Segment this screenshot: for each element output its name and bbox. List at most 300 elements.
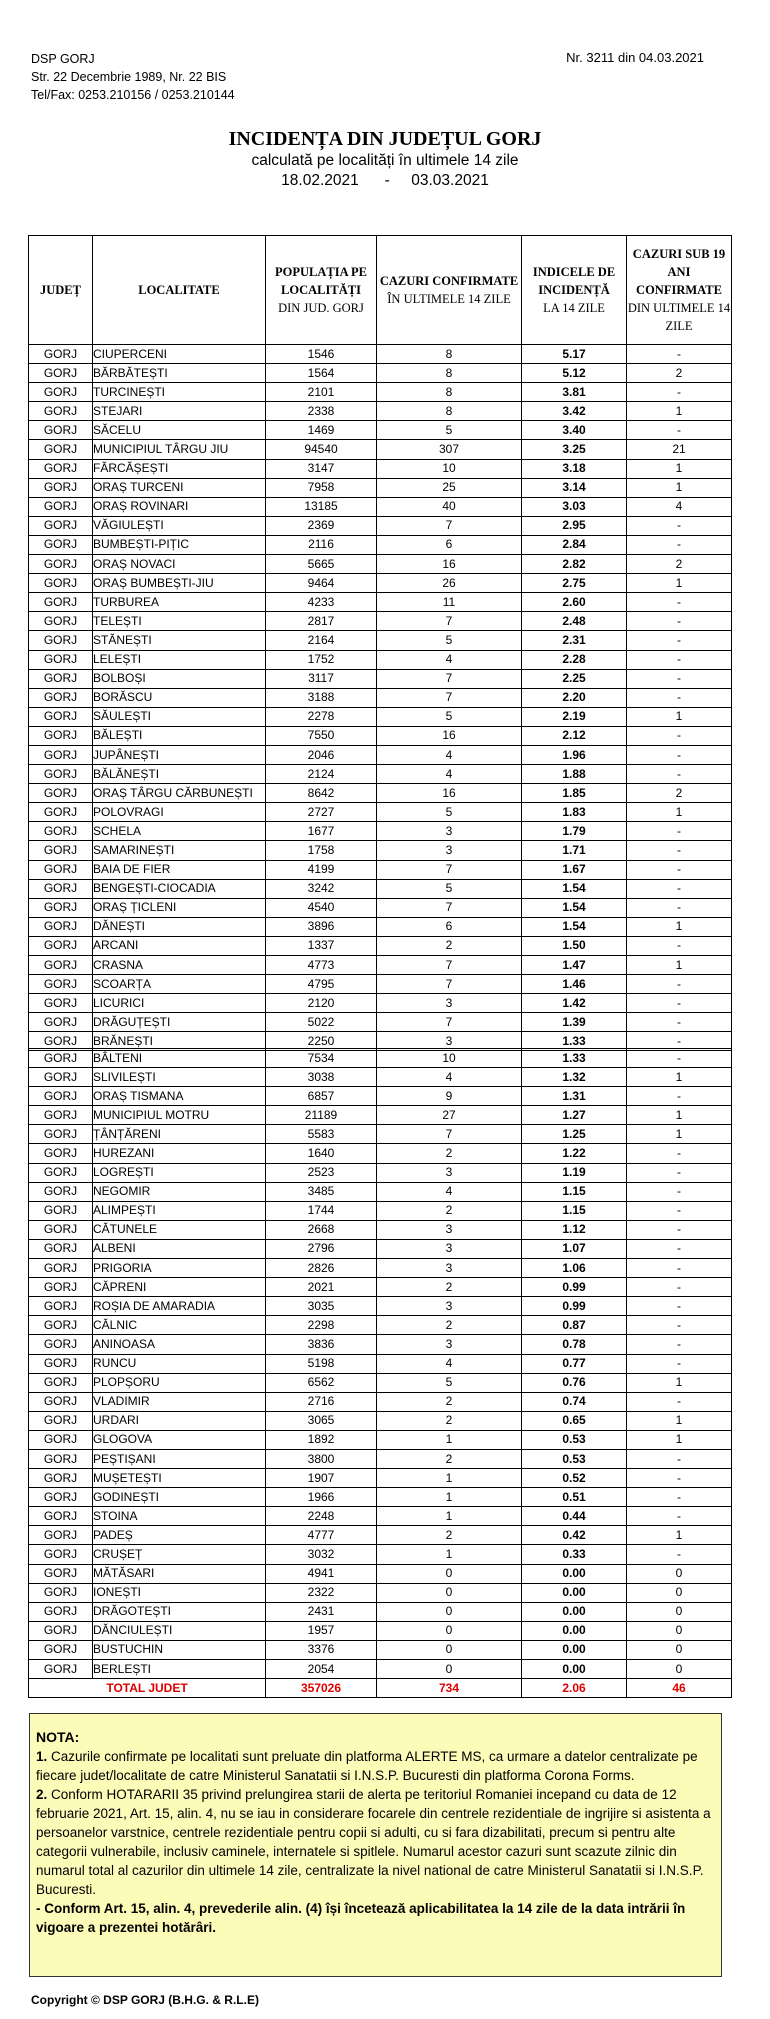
table-row (29, 1013, 732, 1032)
cell-cases: 5 (377, 803, 522, 822)
cell-cases: 1 (377, 1469, 522, 1488)
cell-cases: 7 (377, 669, 522, 688)
cell-incidence: 1.07 (522, 1239, 627, 1258)
cell-judet: GORJ (29, 478, 93, 497)
cell-judet: GORJ (29, 707, 93, 726)
cell-sub19: 0 (627, 1621, 732, 1640)
cell-population: 3038 (266, 1068, 377, 1087)
cell-population: 2046 (266, 745, 377, 764)
table-row (29, 1259, 732, 1278)
table-row (29, 1106, 732, 1125)
cell-incidence: 0.33 (522, 1545, 627, 1564)
cell-incidence: 0.44 (522, 1507, 627, 1526)
cell-incidence: 2.25 (522, 669, 627, 688)
table-row (29, 1297, 732, 1316)
copyright: Copyright © DSP GORJ (B.H.G. & R.L.E) (31, 1993, 259, 2007)
cell-population: 4773 (266, 956, 377, 975)
cell-incidence: 1.25 (522, 1125, 627, 1144)
total-label: TOTAL JUDET (29, 1679, 266, 1698)
cell-cases: 307 (377, 440, 522, 459)
cell-localitate: MĂTĂSARI (93, 1564, 266, 1583)
cell-incidence: 1.42 (522, 994, 627, 1013)
cell-localitate: STĂNEȘTI (93, 631, 266, 650)
cell-localitate: SCHELA (93, 822, 266, 841)
cell-population: 2338 (266, 402, 377, 421)
table-row (29, 345, 732, 364)
cell-population: 8642 (266, 784, 377, 803)
org-name: DSP GORJ (31, 52, 95, 66)
cell-cases: 3 (377, 1335, 522, 1354)
cell-cases: 2 (377, 1278, 522, 1297)
cell-cases: 3 (377, 1239, 522, 1258)
cell-judet: GORJ (29, 688, 93, 707)
cell-cases: 7 (377, 516, 522, 535)
cell-incidence: 1.96 (522, 745, 627, 764)
table-row (29, 1239, 732, 1258)
cell-sub19: - (627, 765, 732, 784)
cell-sub19: 1 (627, 1411, 732, 1430)
cell-localitate: VLADIMIR (93, 1392, 266, 1411)
cell-judet: GORJ (29, 364, 93, 383)
cell-population: 2250 (266, 1032, 377, 1051)
cell-judet: GORJ (29, 1087, 93, 1106)
cell-population: 21189 (266, 1106, 377, 1125)
cell-cases: 0 (377, 1564, 522, 1583)
total-cases: 734 (377, 1679, 522, 1698)
col-header-sub19: CAZURI SUB 19 ANI CONFIRMATE DIN ULTIMELE 14 ZILE (627, 236, 732, 345)
cell-population: 94540 (266, 440, 377, 459)
table-row (29, 1507, 732, 1526)
cell-cases: 27 (377, 1106, 522, 1125)
cell-cases: 25 (377, 478, 522, 497)
col-header-localitate: LOCALITATE (93, 236, 266, 345)
cell-cases: 4 (377, 765, 522, 784)
cell-cases: 11 (377, 593, 522, 612)
incidence-table-continued (28, 1048, 732, 1698)
cell-judet: GORJ (29, 1106, 93, 1125)
cell-judet: GORJ (29, 1488, 93, 1507)
cell-population: 2727 (266, 803, 377, 822)
cell-cases: 5 (377, 631, 522, 650)
cell-cases: 2 (377, 1144, 522, 1163)
table-row (29, 1392, 732, 1411)
cell-incidence: 0.78 (522, 1335, 627, 1354)
cell-judet: GORJ (29, 1640, 93, 1659)
cell-judet: GORJ (29, 1430, 93, 1449)
cell-localitate: DRĂGOTEȘTI (93, 1602, 266, 1621)
cell-judet: GORJ (29, 631, 93, 650)
cell-cases: 5 (377, 707, 522, 726)
cell-cases: 4 (377, 1068, 522, 1087)
cell-sub19: - (627, 1488, 732, 1507)
cell-population: 3035 (266, 1297, 377, 1316)
cell-population: 2298 (266, 1316, 377, 1335)
cell-population: 2278 (266, 707, 377, 726)
cell-judet: GORJ (29, 1220, 93, 1239)
cell-sub19: - (627, 1469, 732, 1488)
cell-sub19: - (627, 994, 732, 1013)
cell-incidence: 3.18 (522, 459, 627, 478)
cell-localitate: BUMBEȘTI-PIȚIC (93, 535, 266, 554)
cell-judet: GORJ (29, 1373, 93, 1392)
table-row (29, 1278, 732, 1297)
cell-sub19: 4 (627, 497, 732, 516)
cell-population: 3065 (266, 1411, 377, 1430)
cell-judet: GORJ (29, 765, 93, 784)
cell-localitate: PRIGORIA (93, 1259, 266, 1278)
table-row (29, 1564, 732, 1583)
cell-incidence: 1.31 (522, 1087, 627, 1106)
cell-population: 2054 (266, 1660, 377, 1679)
cell-population: 4795 (266, 975, 377, 994)
cell-population: 3800 (266, 1449, 377, 1468)
cell-judet: GORJ (29, 1032, 93, 1051)
cell-population: 1758 (266, 841, 377, 860)
cell-judet: GORJ (29, 383, 93, 402)
cell-incidence: 3.14 (522, 478, 627, 497)
cell-localitate: STOINA (93, 1507, 266, 1526)
cell-population: 1957 (266, 1621, 377, 1640)
table-row (29, 1335, 732, 1354)
cell-sub19: - (627, 650, 732, 669)
table-row (29, 1182, 732, 1201)
cell-population: 5022 (266, 1013, 377, 1032)
note-title: NOTA: (36, 1729, 80, 1745)
cell-cases: 8 (377, 383, 522, 402)
table-row (29, 917, 732, 936)
cell-incidence: 1.88 (522, 765, 627, 784)
cell-judet: GORJ (29, 1259, 93, 1278)
col-header-populatia: POPULAȚIA PE LOCALITĂȚI DIN JUD. GORJ (266, 236, 377, 345)
cell-judet: GORJ (29, 1545, 93, 1564)
cell-incidence: 1.83 (522, 803, 627, 822)
cell-cases: 1 (377, 1488, 522, 1507)
cell-cases: 1 (377, 1545, 522, 1564)
table-row (29, 1621, 732, 1640)
table-row (29, 478, 732, 497)
cell-cases: 7 (377, 956, 522, 975)
cell-localitate: STEJARI (93, 402, 266, 421)
cell-judet: GORJ (29, 841, 93, 860)
cell-cases: 1 (377, 1507, 522, 1526)
cell-sub19: - (627, 860, 732, 879)
cell-incidence: 0.77 (522, 1354, 627, 1373)
table-row (29, 1087, 732, 1106)
cell-population: 5198 (266, 1354, 377, 1373)
table-row (29, 860, 732, 879)
cell-localitate: FĂRCĂȘEȘTI (93, 459, 266, 478)
cell-localitate: BÂLTENI (93, 1049, 266, 1068)
cell-cases: 7 (377, 612, 522, 631)
cell-localitate: BENGEȘTI-CIOCADIA (93, 879, 266, 898)
cell-judet: GORJ (29, 784, 93, 803)
cell-incidence: 1.54 (522, 917, 627, 936)
cell-localitate: ORAȘ TISMANA (93, 1087, 266, 1106)
cell-incidence: 0.87 (522, 1316, 627, 1335)
cell-population: 4233 (266, 593, 377, 612)
cell-cases: 40 (377, 497, 522, 516)
total-sub19: 46 (627, 1679, 732, 1698)
cell-sub19: - (627, 1013, 732, 1032)
table-row (29, 688, 732, 707)
cell-localitate: CIUPERCENI (93, 345, 266, 364)
cell-incidence: 2.75 (522, 574, 627, 593)
note-box (29, 1713, 722, 1977)
cell-incidence: 0.00 (522, 1640, 627, 1659)
cell-sub19: - (627, 1507, 732, 1526)
cell-cases: 7 (377, 898, 522, 917)
cell-sub19: - (627, 1354, 732, 1373)
cell-sub19: 1 (627, 956, 732, 975)
cell-cases: 16 (377, 555, 522, 574)
cell-cases: 16 (377, 726, 522, 745)
table-row (29, 1526, 732, 1545)
cell-incidence: 0.76 (522, 1373, 627, 1392)
cell-incidence: 1.15 (522, 1182, 627, 1201)
cell-localitate: PADEȘ (93, 1526, 266, 1545)
cell-judet: GORJ (29, 898, 93, 917)
cell-judet: GORJ (29, 459, 93, 478)
cell-judet: GORJ (29, 421, 93, 440)
cell-population: 7958 (266, 478, 377, 497)
cell-population: 2431 (266, 1602, 377, 1621)
cell-cases: 9 (377, 1087, 522, 1106)
cell-sub19: - (627, 822, 732, 841)
cell-judet: GORJ (29, 1469, 93, 1488)
col-header-judet: JUDEȚ (29, 236, 93, 345)
cell-sub19: 0 (627, 1660, 732, 1679)
cell-incidence: 0.99 (522, 1278, 627, 1297)
cell-sub19: - (627, 1316, 732, 1335)
cell-localitate: ARCANI (93, 936, 266, 955)
cell-incidence: 1.67 (522, 860, 627, 879)
cell-population: 9464 (266, 574, 377, 593)
cell-incidence: 1.71 (522, 841, 627, 860)
cell-localitate: ORAȘ ROVINARI (93, 497, 266, 516)
cell-sub19: 1 (627, 803, 732, 822)
table-row (29, 1411, 732, 1430)
cell-population: 2164 (266, 631, 377, 650)
cell-incidence: 1.50 (522, 936, 627, 955)
table-row (29, 574, 732, 593)
cell-population: 3147 (266, 459, 377, 478)
table-row (29, 516, 732, 535)
cell-incidence: 2.28 (522, 650, 627, 669)
cell-cases: 8 (377, 402, 522, 421)
cell-cases: 8 (377, 364, 522, 383)
table-row (29, 1354, 732, 1373)
cell-sub19: 0 (627, 1564, 732, 1583)
cell-localitate: GLOGOVA (93, 1430, 266, 1449)
cell-incidence: 3.03 (522, 497, 627, 516)
cell-population: 4199 (266, 860, 377, 879)
cell-population: 2248 (266, 1507, 377, 1526)
cell-localitate: ORAȘ NOVACI (93, 555, 266, 574)
cell-judet: GORJ (29, 1449, 93, 1468)
cell-cases: 2 (377, 936, 522, 955)
cell-localitate: SĂCELU (93, 421, 266, 440)
table-row (29, 650, 732, 669)
cell-judet: GORJ (29, 1278, 93, 1297)
cell-cases: 2 (377, 1201, 522, 1220)
table-row (29, 1068, 732, 1087)
cell-judet: GORJ (29, 402, 93, 421)
cell-sub19: 1 (627, 478, 732, 497)
cell-sub19: 1 (627, 917, 732, 936)
col-header-indice: INDICELE DE INCIDENȚĂ LA 14 ZILE (522, 236, 627, 345)
cell-judet: GORJ (29, 1621, 93, 1640)
cell-cases: 2 (377, 1316, 522, 1335)
cell-sub19: 21 (627, 440, 732, 459)
cell-incidence: 2.82 (522, 555, 627, 574)
cell-cases: 5 (377, 1373, 522, 1392)
cell-judet: GORJ (29, 994, 93, 1013)
table-row (29, 1144, 732, 1163)
cell-incidence: 1.32 (522, 1068, 627, 1087)
cell-localitate: BUSTUCHIN (93, 1640, 266, 1659)
cell-cases: 3 (377, 1259, 522, 1278)
cell-cases: 2 (377, 1526, 522, 1545)
cell-population: 2817 (266, 612, 377, 631)
cell-sub19: - (627, 1087, 732, 1106)
cell-localitate: BRĂNEȘTI (93, 1032, 266, 1051)
cell-judet: GORJ (29, 1564, 93, 1583)
table-row (29, 497, 732, 516)
cell-incidence: 1.39 (522, 1013, 627, 1032)
table-row (29, 1049, 732, 1068)
cell-judet: GORJ (29, 440, 93, 459)
total-row (29, 1679, 732, 1698)
table-row (29, 1583, 732, 1602)
cell-localitate: ORAȘ ȚICLENI (93, 898, 266, 917)
cell-population: 2796 (266, 1239, 377, 1258)
header-org-block (31, 50, 235, 104)
table-row (29, 1469, 732, 1488)
cell-sub19: 0 (627, 1583, 732, 1602)
cell-population: 3188 (266, 688, 377, 707)
cell-judet: GORJ (29, 497, 93, 516)
cell-cases: 6 (377, 917, 522, 936)
cell-sub19: - (627, 631, 732, 650)
cell-localitate: BĂRBĂTEȘTI (93, 364, 266, 383)
table-row (29, 1640, 732, 1659)
table-row (29, 421, 732, 440)
table-row (29, 1602, 732, 1621)
cell-incidence: 2.48 (522, 612, 627, 631)
table-row (29, 1488, 732, 1507)
cell-incidence: 1.22 (522, 1144, 627, 1163)
cell-incidence: 2.12 (522, 726, 627, 745)
table-row (29, 726, 732, 745)
cell-judet: GORJ (29, 555, 93, 574)
cell-localitate: IONEȘTI (93, 1583, 266, 1602)
cell-population: 1752 (266, 650, 377, 669)
table-row (29, 1201, 732, 1220)
table-row (29, 631, 732, 650)
cell-incidence: 2.95 (522, 516, 627, 535)
cell-judet: GORJ (29, 535, 93, 554)
cell-judet: GORJ (29, 803, 93, 822)
table-row (29, 669, 732, 688)
cell-sub19: 2 (627, 784, 732, 803)
cell-judet: GORJ (29, 860, 93, 879)
cell-incidence: 0.00 (522, 1583, 627, 1602)
cell-cases: 3 (377, 1163, 522, 1182)
cell-localitate: DĂNCIULEȘTI (93, 1621, 266, 1640)
cell-localitate: TELEȘTI (93, 612, 266, 631)
cell-sub19: - (627, 1449, 732, 1468)
cell-cases: 5 (377, 879, 522, 898)
cell-judet: GORJ (29, 1125, 93, 1144)
cell-population: 7534 (266, 1049, 377, 1068)
cell-population: 1907 (266, 1469, 377, 1488)
table-row (29, 707, 732, 726)
cell-localitate: HUREZANI (93, 1144, 266, 1163)
cell-localitate: ALBENI (93, 1239, 266, 1258)
total-incidence: 2.06 (522, 1679, 627, 1698)
cell-judet: GORJ (29, 593, 93, 612)
cell-cases: 0 (377, 1640, 522, 1659)
table-row (29, 555, 732, 574)
page-subtitle: calculată pe localități în ultimele 14 zile (251, 152, 519, 169)
table-row (29, 822, 732, 841)
cell-localitate: DĂNEȘTI (93, 917, 266, 936)
cell-cases: 2 (377, 1392, 522, 1411)
cell-population: 3242 (266, 879, 377, 898)
cell-sub19: 1 (627, 574, 732, 593)
cell-judet: GORJ (29, 669, 93, 688)
cell-sub19: 1 (627, 1106, 732, 1125)
cell-localitate: BOLBOȘI (93, 669, 266, 688)
cell-localitate: BAIA DE FIER (93, 860, 266, 879)
cell-cases: 2 (377, 1411, 522, 1430)
cell-judet: GORJ (29, 1660, 93, 1679)
cell-sub19: - (627, 516, 732, 535)
table-row (29, 1430, 732, 1449)
cell-incidence: 1.54 (522, 898, 627, 917)
table-row (29, 364, 732, 383)
cell-incidence: 0.53 (522, 1430, 627, 1449)
cell-incidence: 0.51 (522, 1488, 627, 1507)
cell-judet: GORJ (29, 1013, 93, 1032)
cell-sub19: - (627, 1049, 732, 1068)
cell-localitate: LELEȘTI (93, 650, 266, 669)
cell-localitate: BERLEȘTI (93, 1660, 266, 1679)
cell-incidence: 0.53 (522, 1449, 627, 1468)
cell-sub19: 2 (627, 364, 732, 383)
cell-population: 3896 (266, 917, 377, 936)
cell-incidence: 1.15 (522, 1201, 627, 1220)
cell-incidence: 2.84 (522, 535, 627, 554)
cell-sub19: - (627, 936, 732, 955)
table-row (29, 459, 732, 478)
cell-judet: GORJ (29, 917, 93, 936)
cell-cases: 3 (377, 841, 522, 860)
cell-incidence: 0.00 (522, 1564, 627, 1583)
cell-population: 3836 (266, 1335, 377, 1354)
cell-sub19: - (627, 1144, 732, 1163)
cell-population: 1469 (266, 421, 377, 440)
cell-judet: GORJ (29, 1239, 93, 1258)
cell-population: 2116 (266, 535, 377, 554)
table-row (29, 1125, 732, 1144)
cell-judet: GORJ (29, 516, 93, 535)
table-row (29, 402, 732, 421)
cell-population: 2021 (266, 1278, 377, 1297)
title-block (0, 127, 770, 191)
cell-incidence: 1.85 (522, 784, 627, 803)
cell-cases: 4 (377, 745, 522, 764)
